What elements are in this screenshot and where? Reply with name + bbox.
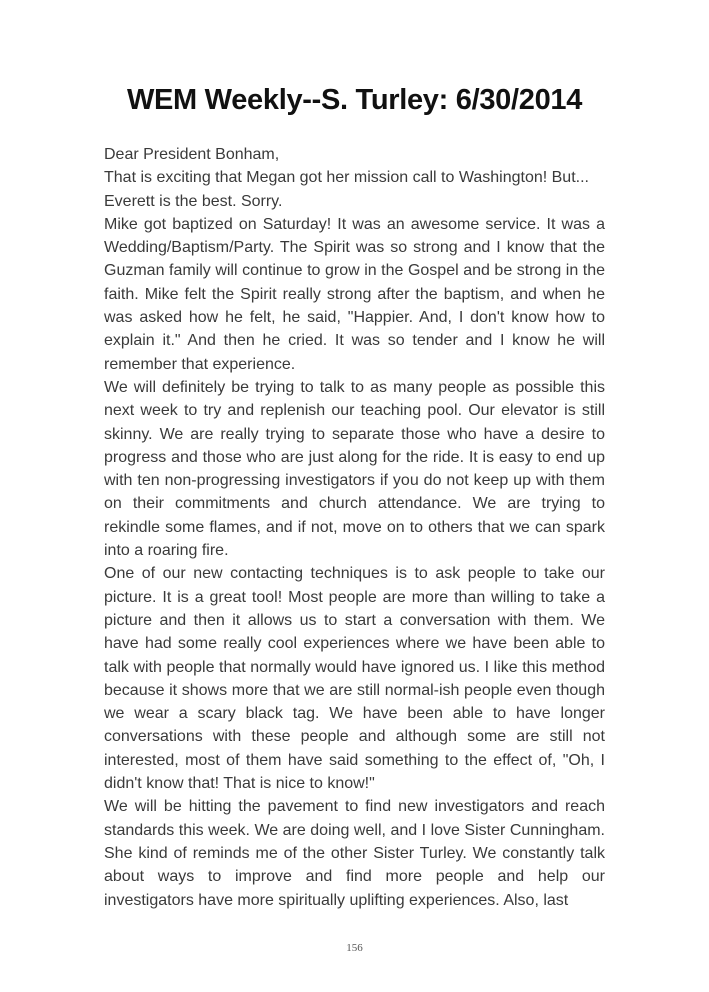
salutation: Dear President Bonham, <box>104 146 280 163</box>
page-number: 156 <box>346 942 363 954</box>
paragraph-4: One of our new contacting techniques is to ask people to take our picture. It is a great tool! Most people are more than willing to take a picture and then it allows us to start a conversation with them. We have had some really cool experiences where we have been able to talk with people that normally would have ignored us. I like this method because it shows more that we are still normal-ish people even though we wear a scary black tag. We have been able to have longer conversations with these people and although some are still not interested, most of them have said something to the effect of, "Oh, I didn't know that! That is nice to know!" <box>104 565 605 793</box>
page-title: WEM Weekly--S. Turley: 6/30/2014 <box>126 84 583 116</box>
letter-body <box>104 143 605 912</box>
paragraph-2: Mike got baptized on Saturday! It was an awesome service. It was a Wedding/Baptism/Party. The Spirit was so strong and I know that the Guzman family will continue to grow in the Gospel and be strong in the faith. Mike felt the Spirit really strong after the baptism, and when he was asked how he felt, he said, "Happier. And, I don't know how to explain it." And then he cried. It was so tender and I know he will remember that experience. <box>104 215 605 373</box>
paragraph-1: That is exciting that Megan got her mission call to Washington! But... Everett is the best. Sorry. <box>104 169 589 210</box>
paragraph-3: We will definitely be trying to talk to as many people as possible this next week to try and replenish our teaching pool. Our elevator is still skinny. We are really trying to separate those who have a desire to progress and those who are just along for the ride. It is easy to end up with ten non-progressing investigators if you do not keep up with them on their commitments and church attendance. We are trying to rekindle some flames, and if not, move on to others that we can spark into a roaring fire. <box>104 378 605 560</box>
paragraph-5: We will be hitting the pavement to find new investigators and reach standards this week. We are doing well, and I love Sister Cunningham. She kind of reminds me of the other Sister Turley. We constantly talk about ways to improve and find more people and help our investigators have more spiritually uplifting experiences. Also, last <box>104 798 605 909</box>
